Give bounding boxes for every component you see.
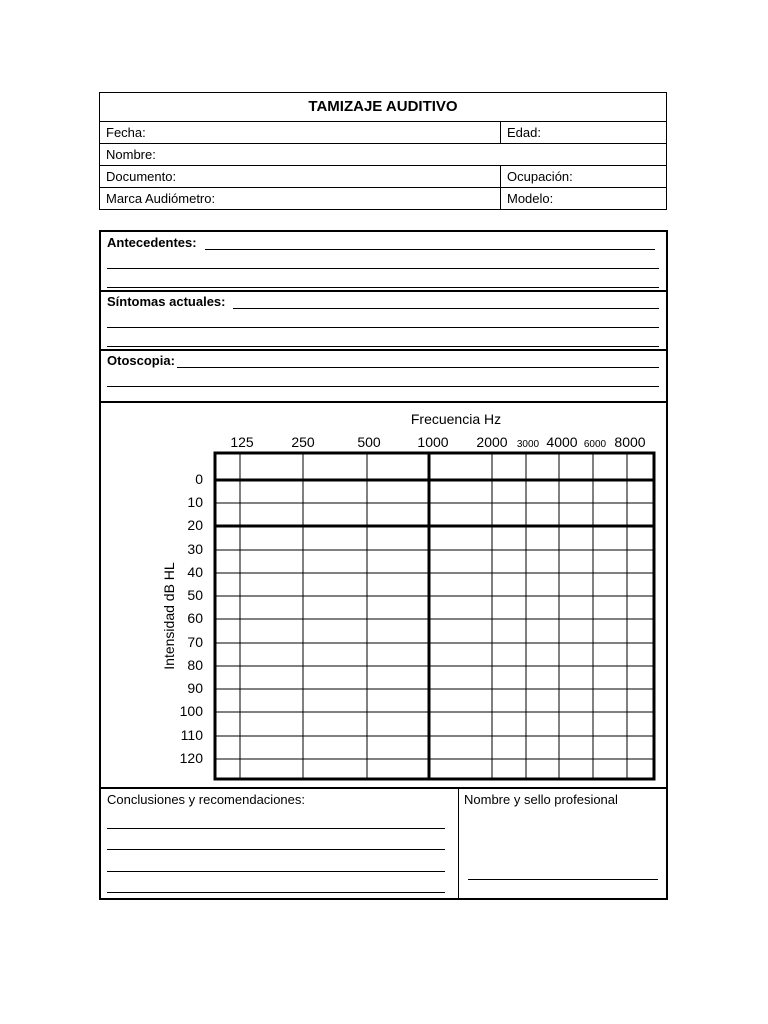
marca-label: Marca Audiómetro: (106, 191, 216, 206)
intensity-label: 120 (179, 750, 203, 766)
intensity-labels (180, 471, 204, 766)
frequency-label: 6000 (583, 439, 607, 450)
ocupacion-field[interactable] (500, 166, 668, 187)
row-fecha-edad (100, 121, 666, 143)
frequency-label: 2000 (476, 434, 508, 450)
grid-frame (215, 453, 654, 779)
intensity-label: 110 (180, 727, 203, 743)
intensity-label: 10 (187, 494, 203, 510)
sintomas-line-3[interactable] (107, 346, 659, 347)
conclusiones-label: Conclusiones y recomendaciones: (107, 792, 305, 807)
conclusiones-line-3[interactable] (107, 871, 445, 872)
modelo-label: Modelo: (507, 191, 554, 206)
audiogram (101, 403, 666, 787)
firma-label: Nombre y sello profesional (464, 792, 618, 807)
x-axis-title: Frecuencia Hz (410, 411, 502, 427)
frequency-label: 3000 (516, 439, 540, 450)
sintomas-line-2[interactable] (107, 327, 659, 328)
row-marca-modelo (100, 187, 666, 209)
row-documento-ocupacion (100, 165, 666, 187)
divider (101, 290, 666, 292)
intensity-label: 80 (187, 657, 203, 673)
patient-info-table (99, 92, 667, 210)
audiogram-grid[interactable] (215, 453, 654, 779)
antecedentes-line-3[interactable] (107, 287, 659, 288)
intensity-label: 100 (179, 703, 203, 719)
antecedentes-line-2[interactable] (107, 268, 659, 269)
divider (101, 349, 666, 351)
clinical-box (99, 230, 668, 900)
fecha-label: Fecha: (106, 125, 146, 140)
conclusiones-line-1[interactable] (107, 828, 445, 829)
ocupacion-label: Ocupación: (507, 169, 573, 184)
conclusiones-line-4[interactable] (107, 892, 445, 893)
modelo-field[interactable] (500, 188, 668, 209)
intensity-label: 50 (187, 587, 203, 603)
documento-label: Documento: (106, 169, 177, 184)
marca-field[interactable] (100, 188, 500, 209)
intensity-label: 0 (195, 471, 203, 487)
form-title: TAMIZAJE AUDITIVO (308, 98, 458, 115)
row-nombre (100, 143, 666, 165)
frequency-label: 4000 (546, 434, 578, 450)
frequency-label: 1000 (417, 434, 449, 450)
frequency-labels (230, 434, 645, 450)
documento-field[interactable] (100, 166, 500, 187)
edad-field[interactable] (500, 122, 668, 143)
sintomas-label: Síntomas actuales: (107, 294, 226, 309)
y-axis-title: Intensidad dB HL (161, 562, 177, 670)
frequency-label: 250 (291, 434, 315, 450)
firma-line[interactable] (468, 879, 658, 880)
frequency-label: 125 (230, 434, 254, 450)
conclusiones-line-2[interactable] (107, 849, 445, 850)
intensity-label: 40 (187, 564, 203, 580)
otoscopia-label: Otoscopia: (107, 353, 175, 368)
edad-label: Edad: (507, 125, 541, 140)
otoscopia-line-1[interactable] (177, 367, 659, 368)
intensity-label: 90 (187, 680, 203, 696)
antecedentes-label: Antecedentes: (107, 235, 197, 250)
frequency-label: 8000 (614, 434, 646, 450)
intensity-label: 30 (187, 541, 203, 557)
sintomas-line-1[interactable] (233, 308, 659, 309)
nombre-field[interactable] (100, 144, 668, 165)
fecha-field[interactable] (100, 122, 500, 143)
divider (101, 787, 666, 789)
intensity-label: 70 (187, 634, 203, 650)
intensity-label: 60 (187, 610, 203, 626)
otoscopia-line-2[interactable] (107, 386, 659, 387)
nombre-label: Nombre: (106, 147, 156, 162)
frequency-label: 500 (357, 434, 381, 450)
intensity-label: 20 (187, 517, 203, 533)
antecedentes-line-1[interactable] (205, 249, 655, 250)
footer-divider (458, 789, 459, 900)
